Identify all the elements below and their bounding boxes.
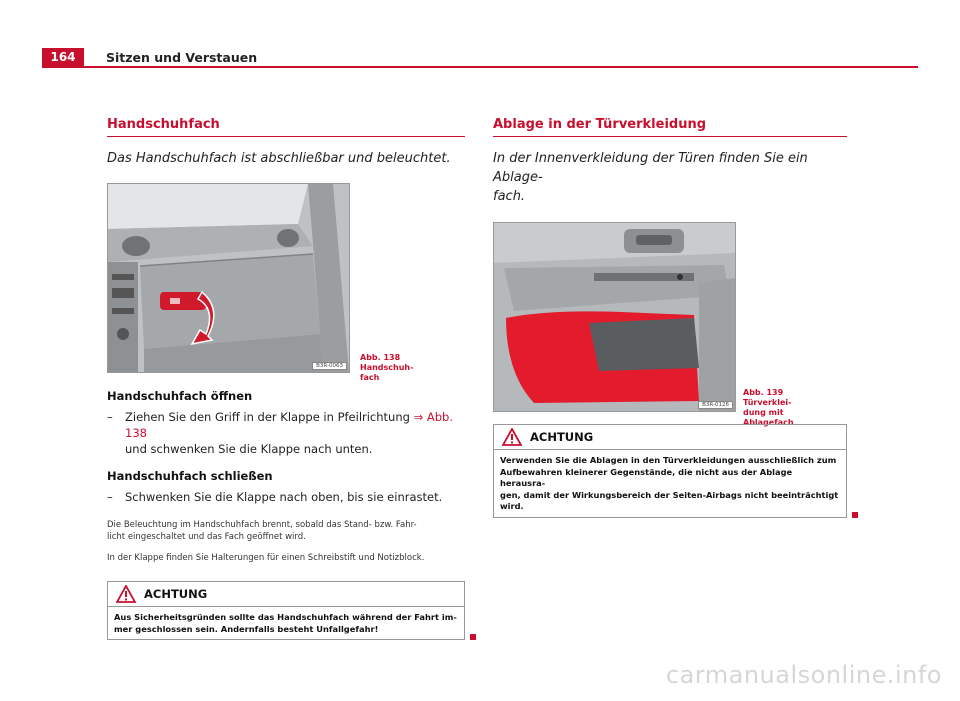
note-holders: In der Klappe finden Sie Halterungen für einen Schreibstift und Notizblock. bbox=[107, 553, 425, 563]
warning-header bbox=[108, 582, 464, 607]
end-mark bbox=[470, 634, 476, 640]
step-text: Schwenken Sie die Klappe nach oben, bis sie einrastet. bbox=[125, 490, 443, 504]
warning-icon bbox=[502, 428, 522, 446]
warning-line: mer geschlossen sein. Andernfalls besteht Unfallgefahr! bbox=[114, 623, 379, 634]
section-title-door-storage: Ablage in der Türverkleidung bbox=[493, 117, 847, 137]
step-text: Ziehen Sie den Griff in der Klappe in Pfeilrichtung bbox=[125, 410, 414, 424]
warning-line: Aus Sicherheitsgründen sollte das Handschuhfach während der Fahrt im- bbox=[114, 612, 457, 622]
page-number: 164 bbox=[42, 48, 84, 66]
figure-caption bbox=[360, 353, 440, 383]
open-step bbox=[107, 409, 465, 457]
caption-line: dung mit Ablagefach bbox=[743, 408, 794, 427]
note-line: Die Beleuchtung im Handschuhfach brennt, sobald das Stand- bzw. Fahr- bbox=[107, 520, 417, 530]
note-line: licht eingeschaltet und das Fach geöffnet wird. bbox=[107, 532, 306, 542]
warning-line: wird. bbox=[500, 501, 524, 511]
intro-line: In der Innenverkleidung der Türen finden Sie ein Ablage- bbox=[493, 151, 808, 185]
watermark: carmanualsonline.info bbox=[665, 661, 942, 689]
warning-line: Verwenden Sie die Ablagen in den Türverkleidungen ausschließlich zum bbox=[500, 455, 837, 465]
close-step bbox=[107, 489, 465, 505]
warning-line: gen, damit der Wirkungsbereich der Seiten-Airbags nicht beeinträchtigt bbox=[500, 489, 839, 500]
intro-glovebox: Das Handschuhfach ist abschließbar und beleuchtet. bbox=[107, 151, 451, 166]
warning-line: Aufbewahren kleinerer Gegenstände, die nicht aus der Ablage herausra- bbox=[500, 466, 793, 488]
caption-line: fach bbox=[360, 373, 380, 382]
glovebox-illustration bbox=[108, 184, 349, 372]
step-text: und schwenken Sie die Klappe nach unten. bbox=[125, 442, 373, 456]
figure-138 bbox=[107, 183, 465, 382]
figure-139 bbox=[493, 222, 847, 427]
figure-caption bbox=[743, 388, 833, 428]
warning-icon bbox=[116, 585, 136, 603]
caption-line: Abb. 139 Türverklei- bbox=[743, 388, 792, 407]
note-lighting bbox=[107, 519, 465, 543]
right-column bbox=[493, 117, 847, 518]
figure-code: B3R-0126 bbox=[698, 401, 733, 409]
header-rule bbox=[42, 66, 918, 68]
door-panel-illustration bbox=[494, 223, 735, 411]
warning-box-left bbox=[107, 581, 465, 640]
left-column bbox=[107, 117, 465, 640]
step-dash: – bbox=[107, 490, 113, 504]
intro-line: fach. bbox=[493, 189, 526, 204]
open-heading: Handschuhfach öffnen bbox=[107, 389, 253, 403]
figure-link[interactable]: ⇒ Abb. 138 bbox=[125, 410, 454, 440]
warning-title: ACHTUNG bbox=[530, 430, 594, 444]
end-mark bbox=[852, 512, 858, 518]
close-heading: Handschuhfach schließen bbox=[107, 469, 273, 483]
running-title: Sitzen und Verstauen bbox=[106, 50, 258, 65]
warning-title: ACHTUNG bbox=[144, 587, 208, 601]
section-title-glovebox: Handschuhfach bbox=[107, 117, 465, 137]
glovebox-image bbox=[107, 183, 350, 373]
door-panel-image bbox=[493, 222, 736, 412]
figure-code: B3R-0063 bbox=[312, 362, 347, 370]
caption-line: Abb. 138 Handschuh- bbox=[360, 353, 414, 372]
warning-box-right bbox=[493, 424, 847, 518]
intro-door-storage bbox=[493, 149, 847, 206]
warning-header bbox=[494, 425, 846, 450]
step-dash: – bbox=[107, 410, 113, 424]
warning-text bbox=[494, 450, 846, 517]
warning-text bbox=[108, 607, 464, 639]
